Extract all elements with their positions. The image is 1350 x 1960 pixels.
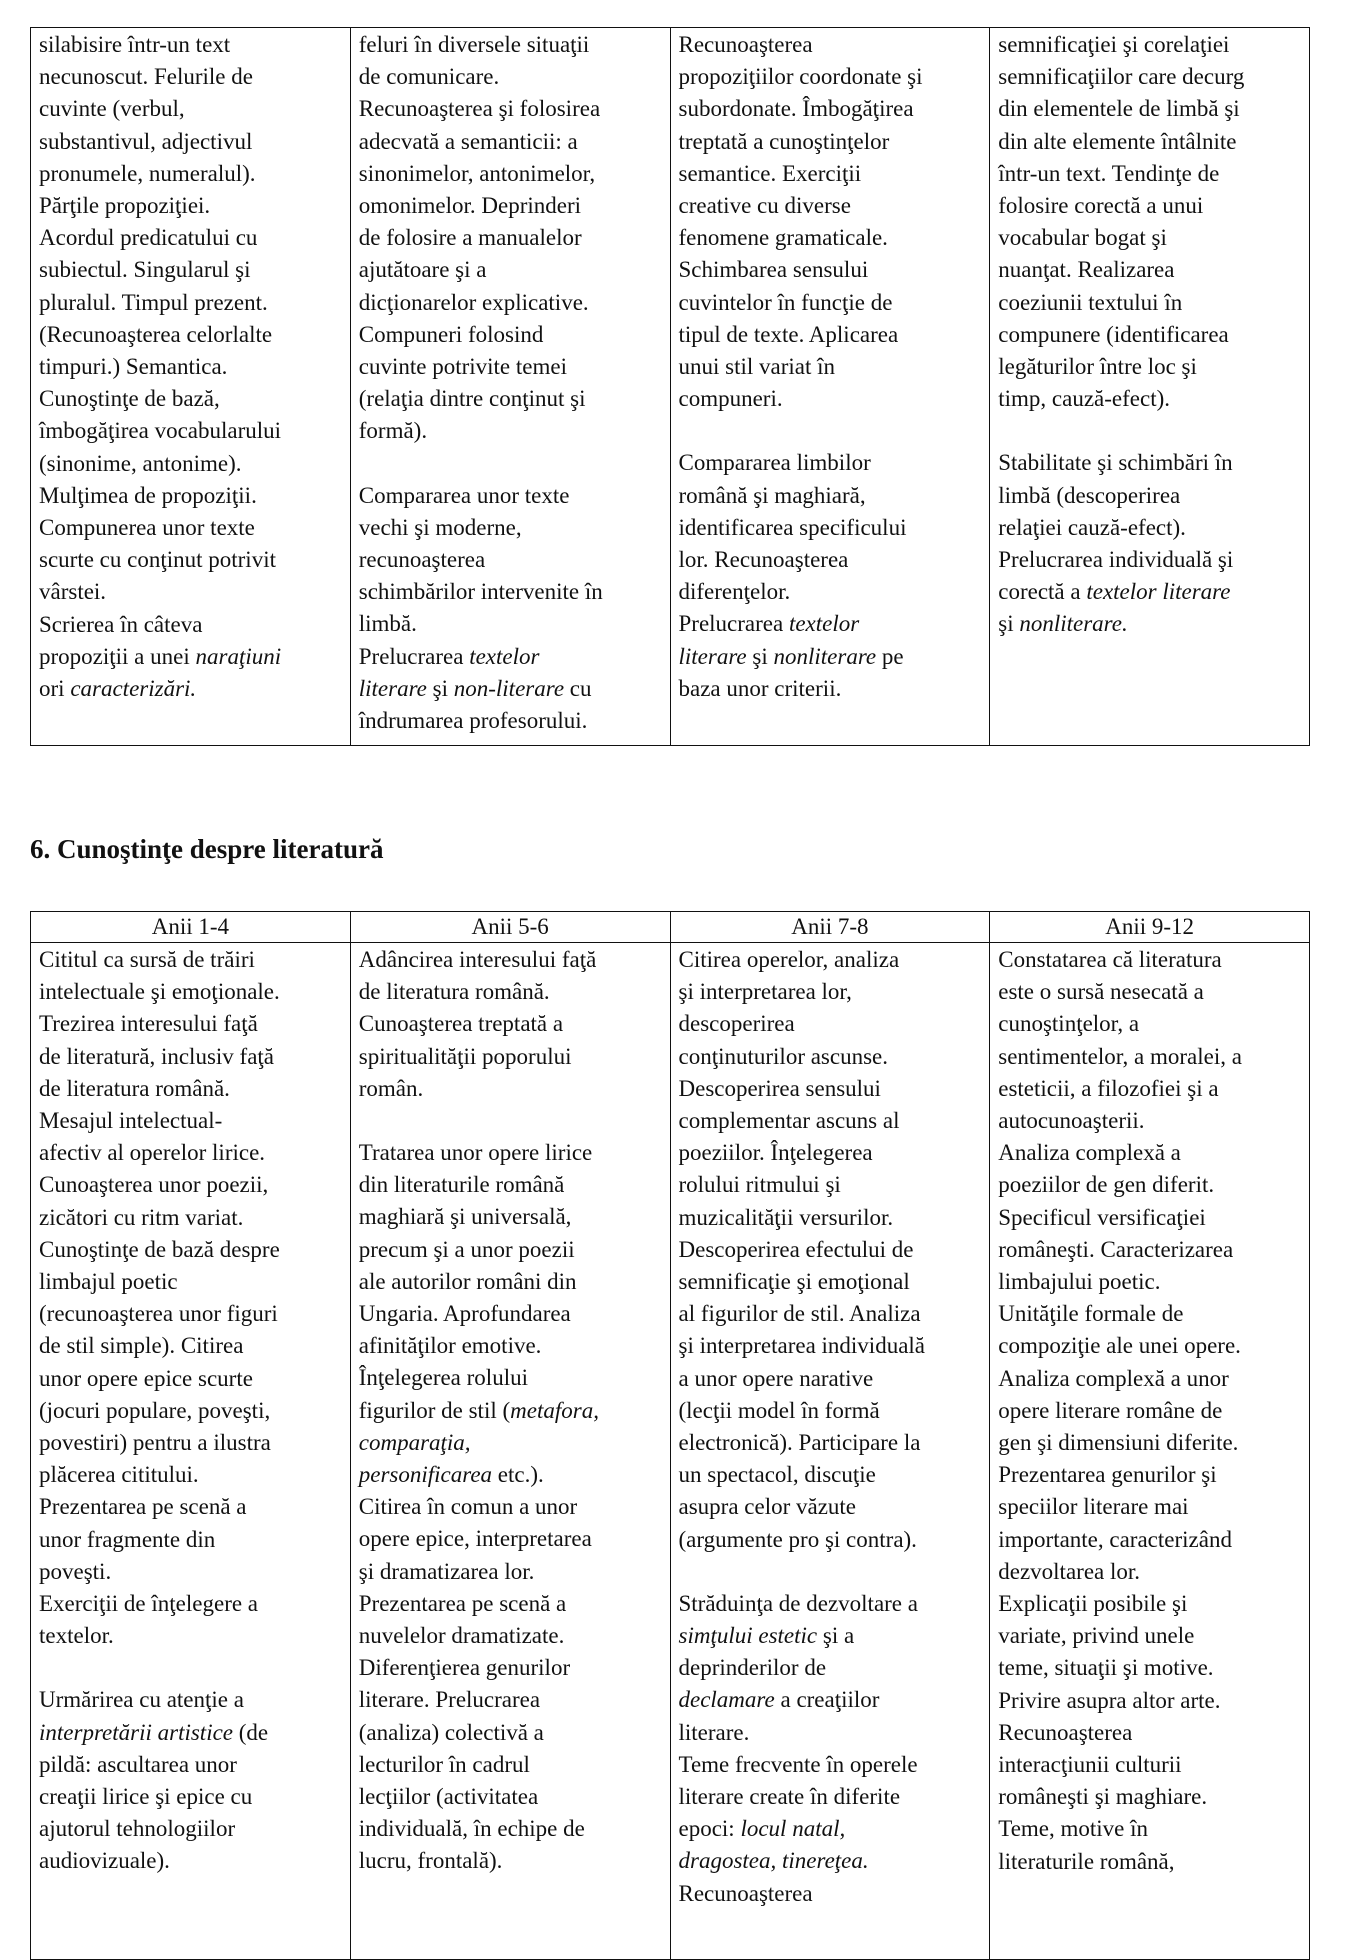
cell-paragraph: Recunoaşterea propoziţiilor coordonate şi subordonate. Îmbogăţirea treptată a cunoştinţelor semantice. Exerciţii creative cu diverse fenomene gramaticale. Schimbarea sensului cuvintelor în funcţie de tipul de texte. Aplicarea unui stil variat în compuneri. bbox=[678, 32, 923, 412]
italic-term: textelor literare bbox=[678, 611, 860, 669]
text-run: Scrierea în câteva propoziţii a unei bbox=[39, 611, 203, 669]
text-run: Străduinţa de dezvoltare a bbox=[678, 1590, 918, 1616]
paragraph-gap bbox=[679, 415, 983, 447]
cell-paragraph: Citirea operelor, analiza şi interpretarea lor, descoperirea conţinuturilor ascunse. Descoperirea sensului complementar ascuns al poeziilor. Înţelegerea rolului ritmului şi muzicalităţii versurilor. Descoperirea efectului de semnificaţie şi emoţional al figurilor de stil. Analiza şi interpretarea individuală a unor opere narative (lecţii model în formă electronică). Participare la un spectacol, discuţie asupra celor văzute (argumente pro şi contra). bbox=[678, 947, 926, 1552]
italic-term: interpretării artistice bbox=[39, 1719, 233, 1745]
table-cell-col1 bbox=[31, 28, 351, 746]
table-cell-col4 bbox=[990, 28, 1310, 746]
italic-term: nonliterare bbox=[773, 643, 877, 669]
cell-paragraph bbox=[679, 608, 983, 705]
text-run: pe baza unor criterii. bbox=[678, 643, 904, 701]
text-run: Prelucrarea individuală şi corectă a bbox=[998, 547, 1234, 605]
italic-term: declamare bbox=[678, 1687, 775, 1713]
italic-term: caracterizări. bbox=[70, 676, 197, 702]
text-run: Prelucrarea bbox=[678, 611, 789, 637]
italic-term: metafora, comparaţia, personificarea bbox=[358, 1397, 599, 1488]
cell-paragraph bbox=[998, 544, 1302, 641]
italic-term: textelor literare bbox=[1086, 579, 1231, 605]
text-run: şi bbox=[998, 611, 1014, 637]
italic-term: locul natal, dragostea, tinereţea. bbox=[678, 1816, 869, 1874]
text-run: a creaţiilor literare. Teme frecvente în operele literare create în diferite epoci: bbox=[678, 1687, 918, 1842]
cell-paragraph: silabisire într-un text necunoscut. Felurile de cuvinte (verbul, substantivul, adjectivul pronumele, numeralul). Părţile propoziţiei. Acordul predicatului cu subiectul. Singularul şi pluralul. Timpul prezent. (Recunoaşterea celorlalte timpuri.) Semantica. Cunoştinţe de bază, îmbogăţirea vocabularului (sinonime, antonime). Mulţimea de propoziţii. Compunerea unor texte scurte cu conţinut potrivit vârstei. bbox=[39, 32, 282, 605]
column-header-anii-1-4: Anii 1-4 bbox=[31, 912, 351, 943]
text-run: Prelucrarea bbox=[358, 643, 470, 669]
cell-paragraph: semnificaţiei şi corelaţiei semnificaţiilor care decurg din elementele de limbă şi din alte elemente întâlnite într-un text. Tendinţe de folosire corectă a unui vocabular bogat şi nuanţat. Realizarea coeziunii textului în compunere (identificarea legăturilor între loc şi timp, cauză-efect). bbox=[998, 32, 1245, 412]
table-cell-col2 bbox=[350, 28, 670, 746]
paragraph-gap bbox=[39, 1652, 343, 1684]
table-cell-col1 bbox=[31, 943, 351, 1960]
text-run: (de pildă: ascultarea unor creaţii lirice şi epice cu ajutorul tehnologiilor audiovizuale). bbox=[39, 1719, 269, 1874]
text-run: şi bbox=[426, 675, 454, 701]
language-table-continuation bbox=[30, 27, 1310, 746]
text-run: Urmărirea cu atenţie a bbox=[39, 1687, 244, 1713]
cell-paragraph bbox=[39, 609, 343, 706]
paragraph-gap bbox=[679, 1556, 983, 1588]
text-run: etc.). Citirea în comun a unor opere epice, interpretarea şi dramatizarea lor. Prezentarea pe scenă a nuvelelor dramatizate. Diferenţierea genurilor literare. Prelucrarea (analiza) colectivă a lecturilor în cadrul lecţiilor (activitatea individuală, în echipe de lucru, frontală). bbox=[358, 1462, 592, 1874]
text-run: cu îndrumarea profesorului. bbox=[358, 675, 592, 734]
text-run: şi bbox=[746, 643, 774, 669]
table-row bbox=[31, 28, 1310, 746]
text-run: şi a deprinderilor de bbox=[678, 1623, 855, 1681]
text-run: Tratarea unor opere lirice din literaturile română maghiară şi universală, precum şi a unor poezii ale autorilor români din Ungaria. Aprofundarea afinităţilor emotive. Înţelegerea rolului figurilor de stil ( bbox=[358, 1140, 593, 1423]
italic-term: nonliterare. bbox=[1019, 611, 1128, 637]
paragraph-gap bbox=[359, 448, 663, 480]
italic-term: naraţiuni bbox=[195, 643, 282, 669]
column-header-anii-5-6: Anii 5-6 bbox=[350, 912, 670, 943]
italic-term: non-literare bbox=[453, 675, 565, 701]
cell-paragraph: Compararea limbilor română şi maghiară, identificarea specificului lor. Recunoaşterea diferenţelor. bbox=[678, 450, 907, 605]
table-cell-col2 bbox=[350, 943, 670, 1960]
text-run: Recunoaşterea bbox=[678, 1880, 813, 1906]
cell-paragraph bbox=[359, 641, 663, 738]
paragraph-gap bbox=[998, 415, 1302, 447]
cell-paragraph: Stabilitate şi schimbări în limbă (descoperirea relaţiei cauză-efect). bbox=[998, 450, 1233, 540]
table-cell-col4 bbox=[990, 943, 1310, 1960]
table-row bbox=[31, 943, 1310, 1960]
cell-paragraph: feluri în diversele situaţii de comunicare. Recunoaşterea şi folosirea adecvată a semanticii: a sinonimelor, antonimelor, omonimelor. Deprinderi de folosire a manualelor ajutătoare şi a dicţionarelor explicative. Compuneri folosind cuvinte potrivite temei (relaţia dintre conţinut şi formă). bbox=[358, 32, 601, 444]
italic-term: simţului estetic bbox=[678, 1623, 818, 1649]
cell-paragraph: Cititul ca sursă de trăiri intelectuale şi emoţionale. Trezirea interesului faţă de literatură, inclusiv faţă de literatura română. Mesajul intelectual- afectiv al operelor lirice. Cunoaşterea unor poezii, zicători cu ritm variat. Cunoştinţe de bază despre limbajul poetic (recunoaşterea unor figuri de stil simple). Citirea unor opere epice scurte (jocuri populare, poveşti, povestiri) pentru a ilustra plăcerea cititului. Prezentarea pe scenă a unor fragmente din poveşti. Exerciţii de înţelegere a textelor. bbox=[39, 947, 280, 1649]
cell-paragraph: Compararea unor texte vechi şi moderne, recunoaşterea schimbărilor intervenite în limbă. bbox=[358, 482, 603, 637]
column-header-anii-9-12: Anii 9-12 bbox=[990, 912, 1310, 943]
cell-paragraph bbox=[39, 1684, 343, 1877]
table-cell-col3 bbox=[670, 943, 990, 1960]
table-cell-col3 bbox=[670, 28, 990, 746]
table-header-row bbox=[31, 912, 1310, 943]
paragraph-gap bbox=[359, 1105, 663, 1137]
column-header-anii-7-8: Anii 7-8 bbox=[670, 912, 990, 943]
cell-paragraph bbox=[679, 1588, 983, 1910]
text-run: ori bbox=[39, 676, 65, 702]
italic-term: textelor literare bbox=[358, 643, 540, 701]
cell-paragraph: Adâncirea interesului faţă de literatura română. Cunoaşterea treptată a spiritualităţii poporului român. bbox=[358, 947, 597, 1101]
cell-paragraph bbox=[359, 1137, 663, 1878]
literature-table bbox=[30, 911, 1310, 1960]
section-heading: 6. Cunoştinţe despre literatură bbox=[30, 834, 384, 864]
cell-paragraph: Constatarea că literatura este o sursă nesecată a cunoştinţelor, a sentimentelor, a moralei, a esteticii, a filozofiei şi a autocunoaşterii. Analiza complexă a poeziilor de gen diferit. Specificul versificaţiei româneşti. Caracterizarea limbajului poetic. Unităţile formale de compoziţie ale unei opere. Analiza complexă a unor opere literare române de gen şi dimensiuni diferite. Prezentarea genurilor şi speciilor literare mai importante, caracterizând dezvoltarea lor. Explicaţii posibile şi variate, privind unele teme, situaţii şi motive. Privire asupra altor arte. Recunoaşterea interacţiunii culturii româneşti şi maghiare. Teme, motive în literaturile română, bbox=[998, 947, 1242, 1874]
